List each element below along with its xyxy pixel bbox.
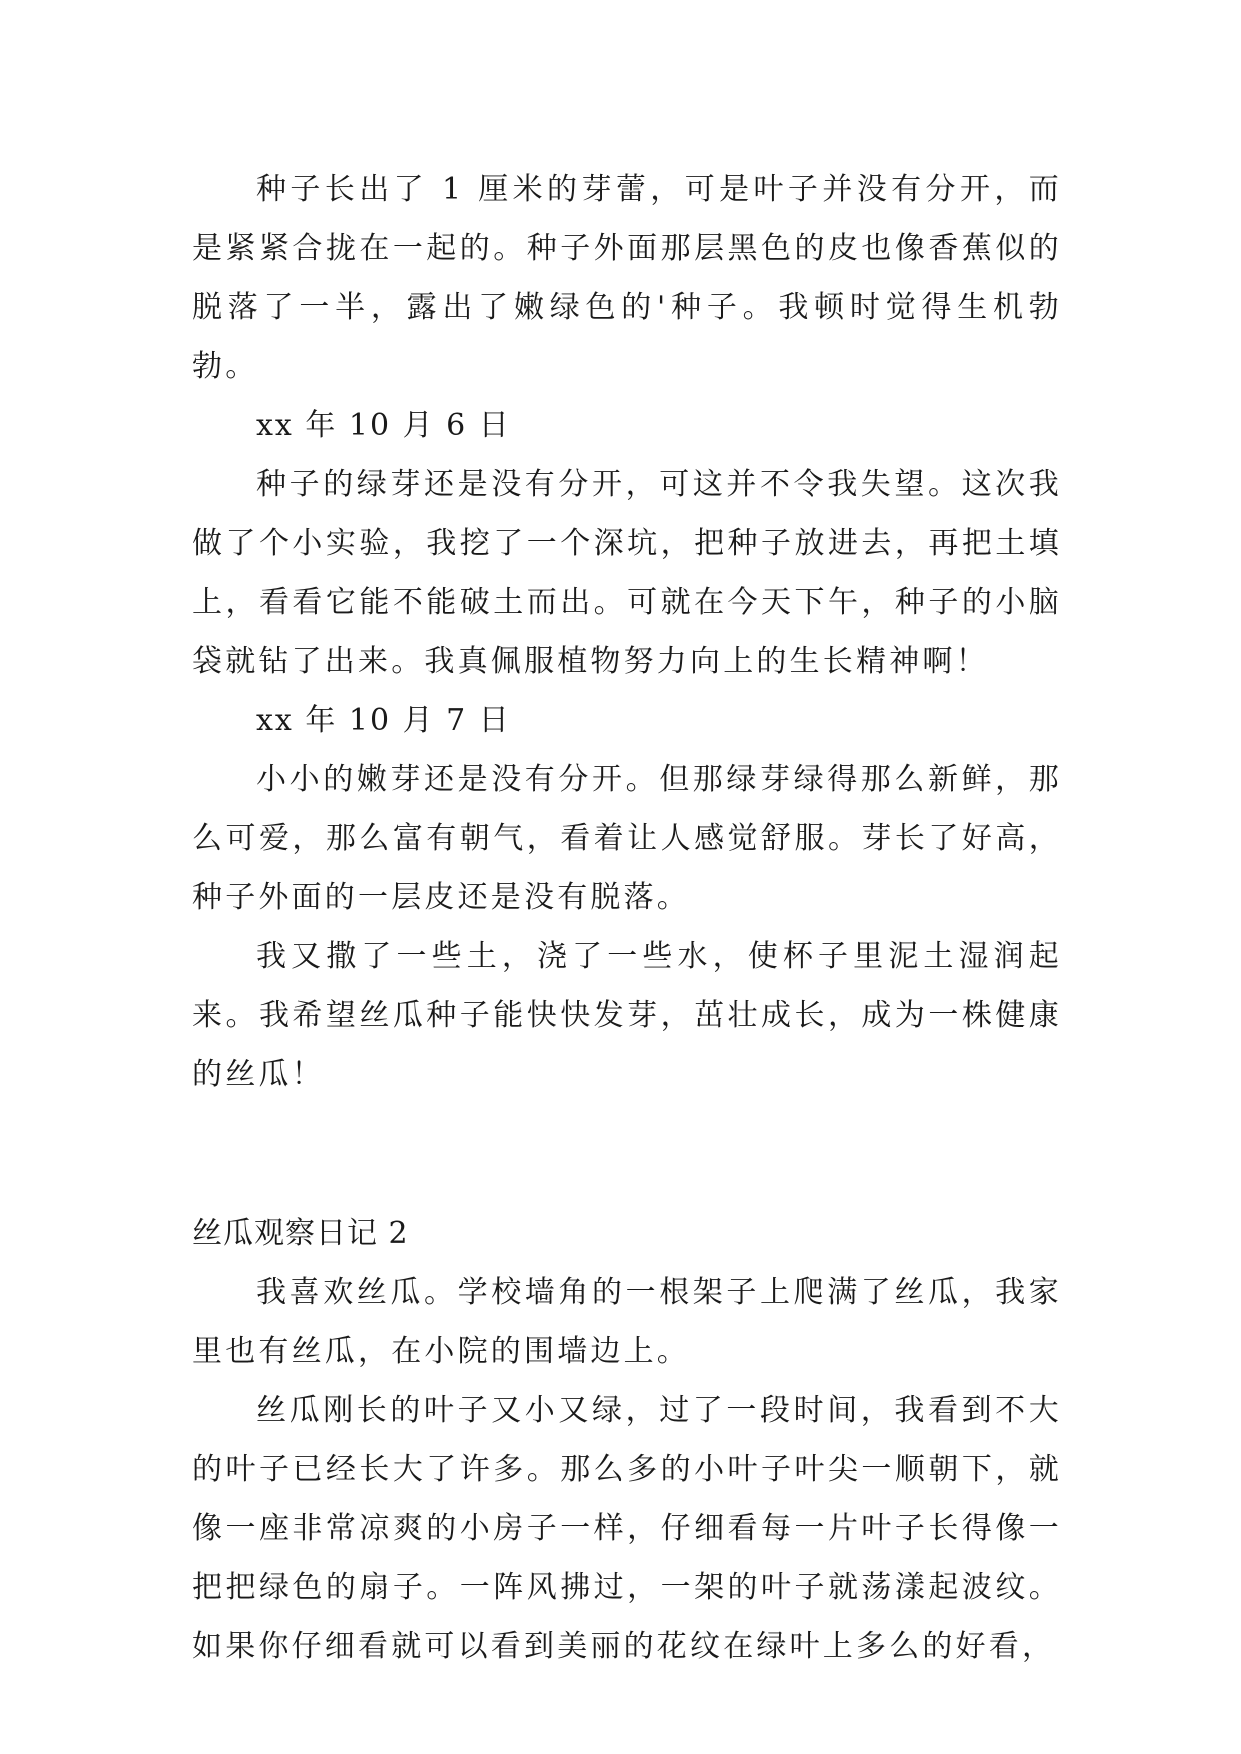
document-body (192, 160, 1062, 1676)
date-oct-7: xx 年 10 月 7 日 (256, 703, 511, 738)
paragraph-like-loofah: 我喜欢丝瓜。学校墙角的一根架子上爬满了丝瓜，我家里也有丝瓜，在小院的围墙边上。 (192, 1275, 1062, 1369)
section-heading-diary-2: 丝瓜观察日记 2 (192, 1216, 409, 1251)
paragraph-sprout-1cm: 种子长出了 1 厘米的芽蕾，可是叶子并没有分开，而是紧紧合拢在一起的。种子外面那层黑色的皮也像香蕉似的脱落了一半，露出了嫩绿色的'种子。我顿时觉得生机勃勃。 (192, 172, 1062, 384)
date-oct-6: xx 年 10 月 6 日 (256, 408, 511, 443)
paragraph-tender-sprout: 小小的嫩芽还是没有分开。但那绿芽绿得那么新鲜，那么可爱，那么富有朝气，看着让人感觉舒服。芽长了好高，种子外面的一层皮还是没有脱落。 (192, 762, 1062, 915)
paragraph-watering: 我又撒了一些土，浇了一些水，使杯子里泥土湿润起来。我希望丝瓜种子能快快发芽，茁壮成长，成为一株健康的丝瓜！ (192, 939, 1062, 1092)
section-gap (192, 1104, 1062, 1204)
paragraph-experiment: 种子的绿芽还是没有分开，可这并不令我失望。这次我做了个小实验，我挖了一个深坑，把种子放进去，再把土填上，看看它能不能破土而出。可就在今天下午，种子的小脑袋就钻了出来。我真佩服植物努力向上的生长精神啊！ (192, 467, 1062, 679)
paragraph-leaves: 丝瓜刚长的叶子又小又绿，过了一段时间，我看到不大的叶子已经长大了许多。那么多的小叶子叶尖一顺朝下，就像一座非常凉爽的小房子一样，仔细看每一片叶子长得像一把把绿色的扇子。一阵风拂过，一架的叶子就荡漾起波纹。如果你仔细看就可以看到美丽的花纹在绿叶上多么的好看， (192, 1393, 1062, 1664)
